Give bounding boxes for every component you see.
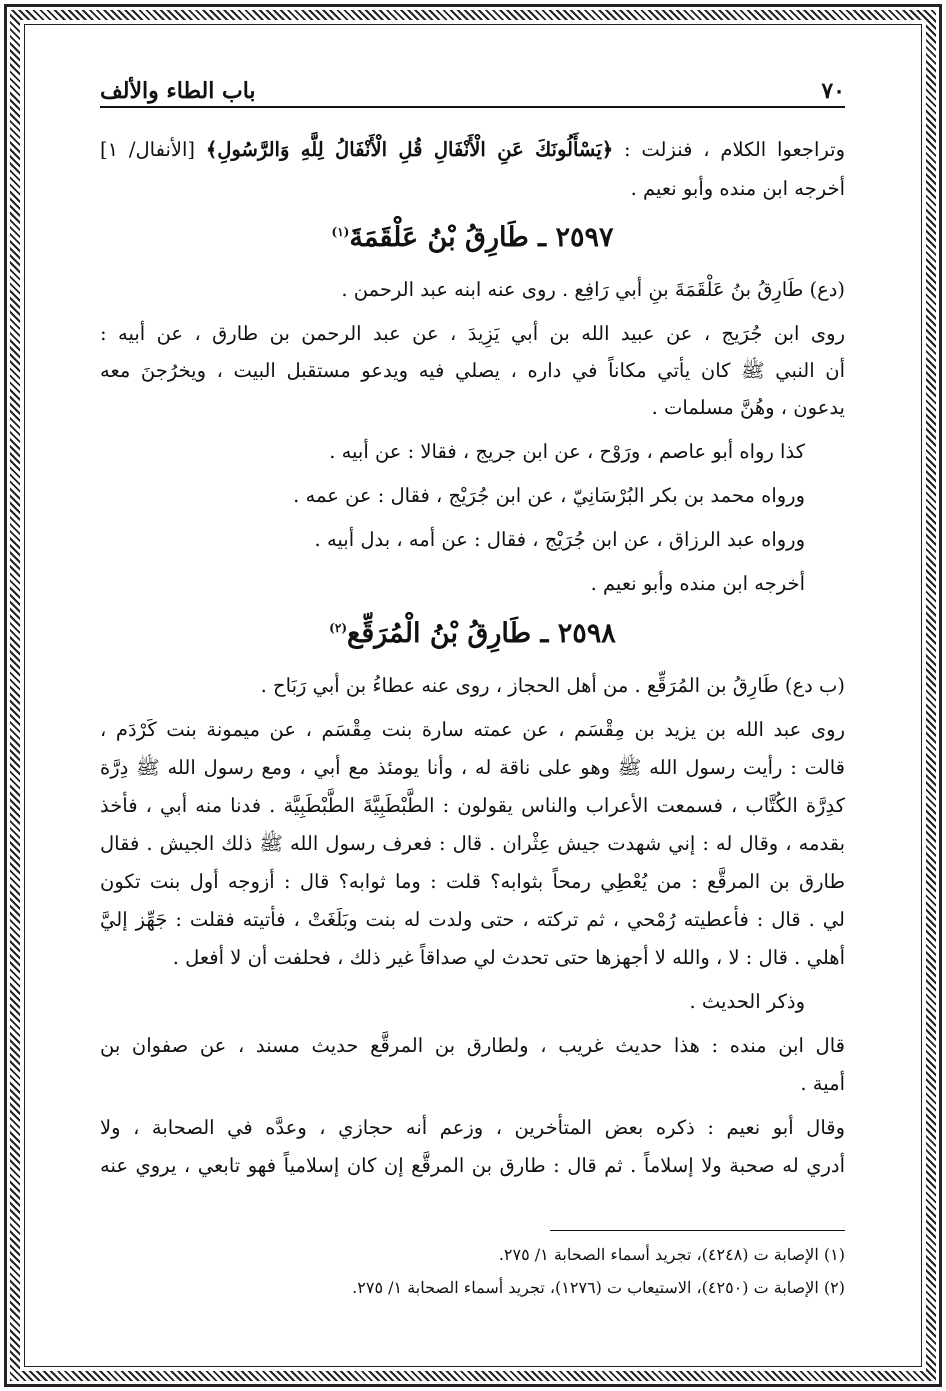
text-line: أمية .: [800, 1072, 845, 1095]
text-line: ورواه محمد بن بكر البُرْسَانِيّ ، عن ابن جُرَيْج ، فقال : عن عمه .: [293, 484, 805, 507]
text-line: (دع) طَارِقُ بنُ عَلْقَمَةَ بنِ أبي رَافِع . روى عنه ابنه عبد الرحمن .: [341, 278, 845, 301]
text-line: روى ابن جُرَيج ، عن عبيد الله بن أبي يَزِيدَ ، عن عبد الرحمن بن طارق ، عن أبيه :: [100, 322, 845, 345]
text-line: روى عبد الله بن يزيد بن مِقْسَم ، عن عمته سارة بنت مِقْسَم ، عن ميمونة بنت كَرْدَم ،: [100, 718, 845, 741]
footnote: (٢) الإصابة ت (٤٢٥٠)، الاستيعاب ت (١٢٧٦)، تجريد أسماء الصحابة ١/ ٢٧٥.: [352, 1278, 845, 1297]
text-line: كذا رواه أبو عاصم ، ورَوْح ، عن ابن جريج ، فقالا : عن أبيه .: [329, 440, 805, 463]
text-line: كدِرَّة الكُتَّاب ، فسمعت الأعراب والناس يقولون : الطَّبْطَبِيَّةَ الطَّبْطَبِيَّة . فدنا منه أبي ، فأخذ: [100, 794, 845, 817]
text-line: أخرجه ابن منده وأبو نعيم .: [590, 572, 805, 595]
verse-reference: [الأنفال/ ١]: [100, 138, 206, 161]
text-line: وقال أبو نعيم : ذكره بعض المتأخرين ، وزعم أنه حجازي ، وعدَّه في الصحابة ، ولا: [100, 1116, 845, 1139]
entry-title: ٢٥٩٧ ـ طَارِقُ بْنُ عَلْقَمَةَ$^{(١)}$: [331, 222, 614, 253]
text-line: لي . قال : فأعطيته رُمْحي ، ثم تركته ، حتى ولدت له بنت وبَلَغَتْ ، فأتيته فقلت : جَهِّز إليَّ: [100, 908, 845, 931]
quran-verse: ﴿يَسْأَلُونَكَ عَنِ الْأَنْفَالِ قُلِ الْأَنْفَالُ لِلَّهِ وَالرَّسُولِ﴾: [205, 138, 614, 161]
footnote-rule: [550, 1230, 845, 1231]
text-line: أدري له صحبة ولا إسلاماً . ثم قال : طارق بن المرقَّع إن كان إسلامياً فهو تابعي ، يروي عنه: [100, 1154, 845, 1177]
chapter-title: باب الطاء والألف: [100, 78, 256, 104]
page-number: ٧٠: [821, 78, 845, 104]
footnote-ref: (٢): [329, 621, 347, 635]
text-line: يدعون ، وهُنَّ مسلمات .: [651, 396, 845, 419]
text-line: ورواه عبد الرزاق ، عن ابن جُرَيْج ، فقال : عن أمه ، بدل أبيه .: [314, 528, 805, 551]
text-line: أخرجه ابن منده وأبو نعيم .: [630, 177, 845, 200]
text-line: أهلي . قال : لا ، والله لا أجهزها حتى تحدث لي صداقاً غير ذلك ، فحلفت أن لا أفعل .: [172, 946, 845, 969]
text-line: وتراجعوا الكلام ، فنزلت : ﴿يَسْأَلُونَكَ عَنِ الْأَنْفَالِ قُلِ الْأَنْفَالُ لِلَّهِ وَالرَّسُولِ﴾ [الأنفال/ ١]: [100, 138, 845, 161]
text-line: قالت : رأيت رسول الله ﷺ وهو على ناقة له ، وأنا يومئذ مع أبي ، ومع رسول الله ﷺ دِرَّة: [100, 756, 845, 779]
entry-title: ٢٥٩٨ ـ طَارِقُ بْنُ الْمُرَقِّع$^{(٢)}$: [329, 618, 616, 649]
text-line: بقدمه ، وقال له : إني شهدت جيش عِثْران . قال : فعرف رسول الله ﷺ ذلك الجيش . فقال: [100, 832, 845, 855]
header-rule: [100, 106, 845, 108]
book-page: [100, 70, 845, 1330]
text-line: أن النبي ﷺ كان يأتي مكاناً في داره ، يصلي فيه ويدعو مستقبل البيت ، ويخرُجنَ معه: [100, 359, 845, 382]
footnote-ref: (١): [331, 225, 350, 239]
text-line: طارق بن المرقَّع : من يُعْطِي رمحاً بثوابه؟ قلت : وما ثوابه؟ قال : أزوجه أول بنت تكون: [100, 870, 845, 893]
text-line: وذكر الحديث .: [689, 990, 805, 1013]
footnote: (١) الإصابة ت (٤٢٤٨)، تجريد أسماء الصحابة ١/ ٢٧٥.: [498, 1245, 845, 1264]
text-line: (ب دع) طَارِقُ بن المُرَقِّع . من أهل الحجاز ، روى عنه عطاءُ بن أبي رَبَاح .: [260, 674, 845, 697]
text-line: قال ابن منده : هذا حديث غريب ، ولطارق بن المرقَّع حديث مسند ، عن صفوان بن: [100, 1034, 845, 1057]
running-header: [100, 70, 845, 104]
